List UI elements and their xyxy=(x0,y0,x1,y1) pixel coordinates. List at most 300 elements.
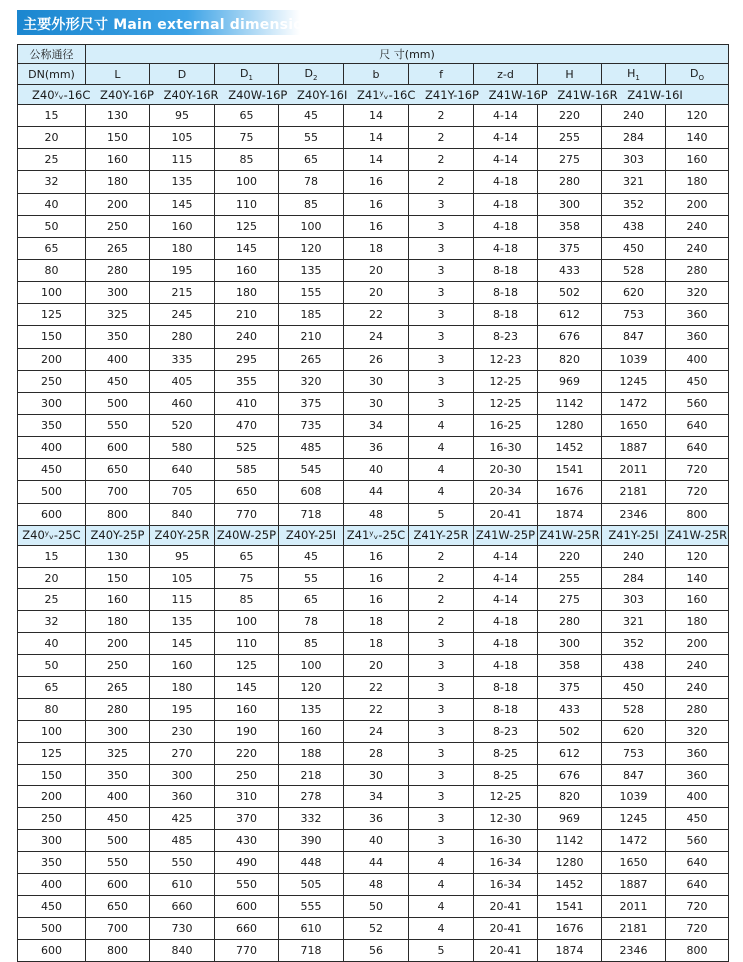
value-cell: 405 xyxy=(150,370,215,392)
value-cell: 5 xyxy=(409,503,474,525)
model-list-16: Z40ʸᵥ-16C Z40Y-16P Z40Y-16R Z40W-16P Z40Y-16I Z41ʸᵥ-16C Z41Y-16P Z41W-16P Z41W-16R Z41W-16I xyxy=(18,85,729,105)
dn-cell: 300 xyxy=(18,830,86,852)
value-cell: 280 xyxy=(150,326,215,348)
value-cell: 545 xyxy=(279,459,344,481)
value-cell: 180 xyxy=(666,611,729,633)
value-cell: 105 xyxy=(150,127,215,149)
dn-cell: 500 xyxy=(18,917,86,939)
table-row xyxy=(18,567,729,589)
value-cell: 730 xyxy=(150,917,215,939)
value-cell: 560 xyxy=(666,392,729,414)
value-cell: 640 xyxy=(150,459,215,481)
value-cell: 75 xyxy=(215,127,279,149)
value-cell: 240 xyxy=(602,545,666,567)
value-cell: 160 xyxy=(279,720,344,742)
value-cell: 300 xyxy=(86,720,150,742)
value-cell: 800 xyxy=(86,503,150,525)
value-cell: 600 xyxy=(215,895,279,917)
dn-cell: 15 xyxy=(18,105,86,127)
value-cell: 16 xyxy=(344,589,409,611)
dn-cell: 200 xyxy=(18,348,86,370)
value-cell: 1541 xyxy=(538,459,602,481)
value-cell: 3 xyxy=(409,348,474,370)
value-cell: 284 xyxy=(602,567,666,589)
value-cell: 44 xyxy=(344,852,409,874)
value-cell: 676 xyxy=(538,326,602,348)
value-cell: 8-23 xyxy=(474,720,538,742)
table-row xyxy=(18,633,729,655)
value-cell: 1887 xyxy=(602,874,666,896)
value-cell: 580 xyxy=(150,437,215,459)
dn-cell: 80 xyxy=(18,698,86,720)
value-cell: 3 xyxy=(409,304,474,326)
value-cell: 284 xyxy=(602,127,666,149)
table-row xyxy=(18,437,729,459)
value-cell: 265 xyxy=(86,237,150,259)
value-cell: 610 xyxy=(279,917,344,939)
value-cell: 4-18 xyxy=(474,237,538,259)
value-cell: 160 xyxy=(666,589,729,611)
value-cell: 2 xyxy=(409,589,474,611)
value-cell: 300 xyxy=(538,633,602,655)
dn-cell: 125 xyxy=(18,742,86,764)
dn-cell: 400 xyxy=(18,874,86,896)
value-cell: 65 xyxy=(279,589,344,611)
column-header-subscript: 1 xyxy=(635,73,640,82)
value-cell: 310 xyxy=(215,786,279,808)
table-row xyxy=(18,545,729,567)
value-cell: 120 xyxy=(279,237,344,259)
dn-cell: 350 xyxy=(18,852,86,874)
dimensions-table xyxy=(17,44,729,962)
value-cell: 12-23 xyxy=(474,348,538,370)
table-row xyxy=(18,874,729,896)
value-cell: 753 xyxy=(602,304,666,326)
value-cell: 612 xyxy=(538,742,602,764)
value-cell: 3 xyxy=(409,193,474,215)
value-cell: 250 xyxy=(215,764,279,786)
value-cell: 115 xyxy=(150,589,215,611)
value-cell: 300 xyxy=(150,764,215,786)
column-header-label: D xyxy=(304,66,313,80)
value-cell: 400 xyxy=(666,786,729,808)
value-cell: 14 xyxy=(344,127,409,149)
value-cell: 2 xyxy=(409,149,474,171)
value-cell: 350 xyxy=(86,764,150,786)
value-cell: 2011 xyxy=(602,895,666,917)
value-cell: 210 xyxy=(279,326,344,348)
value-cell: 969 xyxy=(538,808,602,830)
table-row xyxy=(18,589,729,611)
value-cell: 4-14 xyxy=(474,545,538,567)
value-cell: 390 xyxy=(279,830,344,852)
value-cell: 300 xyxy=(538,193,602,215)
value-cell: 275 xyxy=(538,149,602,171)
value-cell: 8-18 xyxy=(474,259,538,281)
value-cell: 355 xyxy=(215,370,279,392)
value-cell: 700 xyxy=(86,481,150,503)
model-cell: Z41Y-25I xyxy=(602,525,666,545)
value-cell: 12-30 xyxy=(474,808,538,830)
value-cell: 45 xyxy=(279,545,344,567)
value-cell: 612 xyxy=(538,304,602,326)
value-cell: 358 xyxy=(538,655,602,677)
value-cell: 270 xyxy=(150,742,215,764)
value-cell: 4 xyxy=(409,917,474,939)
value-cell: 4-18 xyxy=(474,655,538,677)
value-cell: 676 xyxy=(538,764,602,786)
dn-header-cn: 公称通径 xyxy=(18,45,86,64)
value-cell: 14 xyxy=(344,105,409,127)
value-cell: 358 xyxy=(538,215,602,237)
value-cell: 100 xyxy=(215,171,279,193)
dn-cell: 50 xyxy=(18,655,86,677)
dn-cell: 600 xyxy=(18,503,86,525)
value-cell: 40 xyxy=(344,459,409,481)
value-cell: 100 xyxy=(279,215,344,237)
dn-cell: 450 xyxy=(18,895,86,917)
value-cell: 360 xyxy=(666,742,729,764)
value-cell: 438 xyxy=(602,655,666,677)
table-row xyxy=(18,852,729,874)
column-header xyxy=(86,64,150,85)
model-cell: Z41W-25R xyxy=(666,525,729,545)
value-cell: 12-25 xyxy=(474,370,538,392)
dn-cell: 80 xyxy=(18,259,86,281)
value-cell: 3 xyxy=(409,655,474,677)
dn-cell: 150 xyxy=(18,764,86,786)
value-cell: 400 xyxy=(666,348,729,370)
value-cell: 30 xyxy=(344,392,409,414)
value-cell: 4 xyxy=(409,852,474,874)
model-cell: Z40Y-25P xyxy=(86,525,150,545)
value-cell: 600 xyxy=(86,874,150,896)
value-cell: 4 xyxy=(409,437,474,459)
value-cell: 180 xyxy=(86,171,150,193)
value-cell: 1039 xyxy=(602,786,666,808)
table-row xyxy=(18,259,729,281)
value-cell: 78 xyxy=(279,171,344,193)
table-row xyxy=(18,677,729,699)
value-cell: 160 xyxy=(215,698,279,720)
value-cell: 135 xyxy=(150,171,215,193)
value-cell: 969 xyxy=(538,370,602,392)
value-cell: 240 xyxy=(666,215,729,237)
value-cell: 1245 xyxy=(602,370,666,392)
value-cell: 230 xyxy=(150,720,215,742)
value-cell: 1874 xyxy=(538,939,602,961)
value-cell: 3 xyxy=(409,215,474,237)
value-cell: 188 xyxy=(279,742,344,764)
value-cell: 720 xyxy=(666,459,729,481)
value-cell: 360 xyxy=(666,304,729,326)
value-cell: 22 xyxy=(344,698,409,720)
value-cell: 718 xyxy=(279,503,344,525)
value-cell: 140 xyxy=(666,127,729,149)
column-header-subscript: 2 xyxy=(313,73,318,82)
value-cell: 470 xyxy=(215,414,279,436)
value-cell: 20-30 xyxy=(474,459,538,481)
column-header-label: b xyxy=(372,67,380,81)
value-cell: 36 xyxy=(344,437,409,459)
value-cell: 640 xyxy=(666,852,729,874)
value-cell: 280 xyxy=(666,698,729,720)
value-cell: 28 xyxy=(344,742,409,764)
table-row xyxy=(18,282,729,304)
value-cell: 265 xyxy=(86,677,150,699)
value-cell: 375 xyxy=(538,677,602,699)
value-cell: 36 xyxy=(344,808,409,830)
value-cell: 5 xyxy=(409,939,474,961)
value-cell: 321 xyxy=(602,171,666,193)
value-cell: 3 xyxy=(409,237,474,259)
value-cell: 360 xyxy=(666,764,729,786)
value-cell: 400 xyxy=(86,786,150,808)
value-cell: 550 xyxy=(215,874,279,896)
value-cell: 135 xyxy=(279,698,344,720)
dn-cell: 40 xyxy=(18,193,86,215)
value-cell: 352 xyxy=(602,193,666,215)
value-cell: 160 xyxy=(150,655,215,677)
value-cell: 4-18 xyxy=(474,215,538,237)
value-cell: 505 xyxy=(279,874,344,896)
value-cell: 52 xyxy=(344,917,409,939)
value-cell: 16 xyxy=(344,215,409,237)
value-cell: 34 xyxy=(344,786,409,808)
banner-title: 主要外形尺寸 Main external dimensions xyxy=(23,17,322,33)
value-cell: 450 xyxy=(666,808,729,830)
value-cell: 660 xyxy=(215,917,279,939)
value-cell: 640 xyxy=(666,874,729,896)
table-row xyxy=(18,105,729,127)
value-cell: 1452 xyxy=(538,874,602,896)
table-row xyxy=(18,808,729,830)
model-cell: Z40W-25P xyxy=(215,525,279,545)
value-cell: 840 xyxy=(150,503,215,525)
value-cell: 185 xyxy=(279,304,344,326)
value-cell: 145 xyxy=(215,677,279,699)
table-row xyxy=(18,611,729,633)
value-cell: 280 xyxy=(538,611,602,633)
value-cell: 155 xyxy=(279,282,344,304)
value-cell: 85 xyxy=(215,589,279,611)
dn-cell: 15 xyxy=(18,545,86,567)
value-cell: 40 xyxy=(344,830,409,852)
value-cell: 4 xyxy=(409,459,474,481)
value-cell: 430 xyxy=(215,830,279,852)
model-cell: Z41ʸᵥ-25C xyxy=(344,525,409,545)
model-cell: Z40ʸᵥ-25C xyxy=(18,525,86,545)
value-cell: 555 xyxy=(279,895,344,917)
value-cell: 4-18 xyxy=(474,171,538,193)
table-row xyxy=(18,720,729,742)
dn-cell: 32 xyxy=(18,611,86,633)
value-cell: 85 xyxy=(279,633,344,655)
value-cell: 12-25 xyxy=(474,392,538,414)
table-row xyxy=(18,171,729,193)
value-cell: 65 xyxy=(215,105,279,127)
value-cell: 550 xyxy=(86,414,150,436)
value-cell: 4-14 xyxy=(474,127,538,149)
value-cell: 240 xyxy=(666,237,729,259)
value-cell: 1039 xyxy=(602,348,666,370)
value-cell: 502 xyxy=(538,282,602,304)
value-cell: 585 xyxy=(215,459,279,481)
table-row xyxy=(18,742,729,764)
value-cell: 20-41 xyxy=(474,895,538,917)
dn-cell: 250 xyxy=(18,808,86,830)
column-header-label: L xyxy=(114,67,121,81)
value-cell: 705 xyxy=(150,481,215,503)
value-cell: 320 xyxy=(666,282,729,304)
value-cell: 375 xyxy=(279,392,344,414)
value-cell: 375 xyxy=(538,237,602,259)
dn-cell: 50 xyxy=(18,215,86,237)
value-cell: 640 xyxy=(666,437,729,459)
value-cell: 321 xyxy=(602,611,666,633)
value-cell: 450 xyxy=(602,237,666,259)
model-cell: Z40Y-25I xyxy=(279,525,344,545)
value-cell: 450 xyxy=(86,808,150,830)
value-cell: 400 xyxy=(86,348,150,370)
table-row xyxy=(18,503,729,525)
value-cell: 3 xyxy=(409,677,474,699)
value-cell: 620 xyxy=(602,720,666,742)
value-cell: 1472 xyxy=(602,830,666,852)
value-cell: 16-25 xyxy=(474,414,538,436)
value-cell: 120 xyxy=(666,105,729,127)
table-row xyxy=(18,459,729,481)
value-cell: 325 xyxy=(86,304,150,326)
value-cell: 2 xyxy=(409,171,474,193)
value-cell: 1541 xyxy=(538,895,602,917)
column-header-label: z-d xyxy=(497,67,514,81)
value-cell: 525 xyxy=(215,437,279,459)
value-cell: 115 xyxy=(150,149,215,171)
value-cell: 180 xyxy=(150,237,215,259)
value-cell: 24 xyxy=(344,326,409,348)
value-cell: 8-23 xyxy=(474,326,538,348)
value-cell: 720 xyxy=(666,481,729,503)
value-cell: 160 xyxy=(215,259,279,281)
table-row xyxy=(18,764,729,786)
value-cell: 502 xyxy=(538,720,602,742)
value-cell: 2 xyxy=(409,567,474,589)
column-header-label: H xyxy=(565,67,574,81)
value-cell: 3 xyxy=(409,720,474,742)
value-cell: 45 xyxy=(279,105,344,127)
value-cell: 85 xyxy=(279,193,344,215)
value-cell: 14 xyxy=(344,149,409,171)
value-cell: 34 xyxy=(344,414,409,436)
value-cell: 320 xyxy=(666,720,729,742)
column-header xyxy=(409,64,474,85)
table-row xyxy=(18,917,729,939)
value-cell: 433 xyxy=(538,259,602,281)
value-cell: 16 xyxy=(344,171,409,193)
value-cell: 770 xyxy=(215,503,279,525)
column-header xyxy=(344,64,409,85)
dn-cell: 125 xyxy=(18,304,86,326)
value-cell: 528 xyxy=(602,259,666,281)
value-cell: 720 xyxy=(666,895,729,917)
value-cell: 360 xyxy=(666,326,729,348)
value-cell: 1142 xyxy=(538,392,602,414)
value-cell: 16-30 xyxy=(474,830,538,852)
value-cell: 490 xyxy=(215,852,279,874)
value-cell: 560 xyxy=(666,830,729,852)
value-cell: 16-34 xyxy=(474,852,538,874)
value-cell: 55 xyxy=(279,567,344,589)
value-cell: 16-34 xyxy=(474,874,538,896)
value-cell: 3 xyxy=(409,259,474,281)
value-cell: 840 xyxy=(150,939,215,961)
value-cell: 240 xyxy=(666,655,729,677)
value-cell: 110 xyxy=(215,193,279,215)
value-cell: 500 xyxy=(86,392,150,414)
value-cell: 160 xyxy=(86,589,150,611)
value-cell: 130 xyxy=(86,545,150,567)
value-cell: 95 xyxy=(150,545,215,567)
value-cell: 4 xyxy=(409,414,474,436)
value-cell: 650 xyxy=(215,481,279,503)
value-cell: 450 xyxy=(602,677,666,699)
column-header xyxy=(666,64,729,85)
value-cell: 16 xyxy=(344,545,409,567)
value-cell: 85 xyxy=(215,149,279,171)
value-cell: 650 xyxy=(86,895,150,917)
dn-cell: 20 xyxy=(18,567,86,589)
table-row xyxy=(18,414,729,436)
value-cell: 55 xyxy=(279,127,344,149)
model-row-25 xyxy=(18,525,729,545)
table-row xyxy=(18,370,729,392)
dn-cell: 150 xyxy=(18,326,86,348)
value-cell: 180 xyxy=(215,282,279,304)
value-cell: 180 xyxy=(150,677,215,699)
model-cell: Z40Y-25R xyxy=(150,525,215,545)
table-row xyxy=(18,786,729,808)
value-cell: 847 xyxy=(602,764,666,786)
value-cell: 22 xyxy=(344,677,409,699)
table-row xyxy=(18,149,729,171)
value-cell: 200 xyxy=(666,193,729,215)
value-cell: 600 xyxy=(86,437,150,459)
dn-cell: 450 xyxy=(18,459,86,481)
value-cell: 610 xyxy=(150,874,215,896)
dn-cell: 300 xyxy=(18,392,86,414)
value-cell: 1676 xyxy=(538,917,602,939)
value-cell: 2 xyxy=(409,611,474,633)
value-cell: 352 xyxy=(602,633,666,655)
value-cell: 303 xyxy=(602,589,666,611)
value-cell: 433 xyxy=(538,698,602,720)
value-cell: 200 xyxy=(86,633,150,655)
value-cell: 295 xyxy=(215,348,279,370)
value-cell: 250 xyxy=(86,215,150,237)
value-cell: 3 xyxy=(409,392,474,414)
value-cell: 105 xyxy=(150,567,215,589)
value-cell: 335 xyxy=(150,348,215,370)
value-cell: 3 xyxy=(409,764,474,786)
dn-header-en: DN(mm) xyxy=(18,64,86,85)
value-cell: 620 xyxy=(602,282,666,304)
value-cell: 608 xyxy=(279,481,344,503)
value-cell: 1280 xyxy=(538,852,602,874)
value-cell: 125 xyxy=(215,215,279,237)
value-cell: 145 xyxy=(150,633,215,655)
value-cell: 640 xyxy=(666,414,729,436)
